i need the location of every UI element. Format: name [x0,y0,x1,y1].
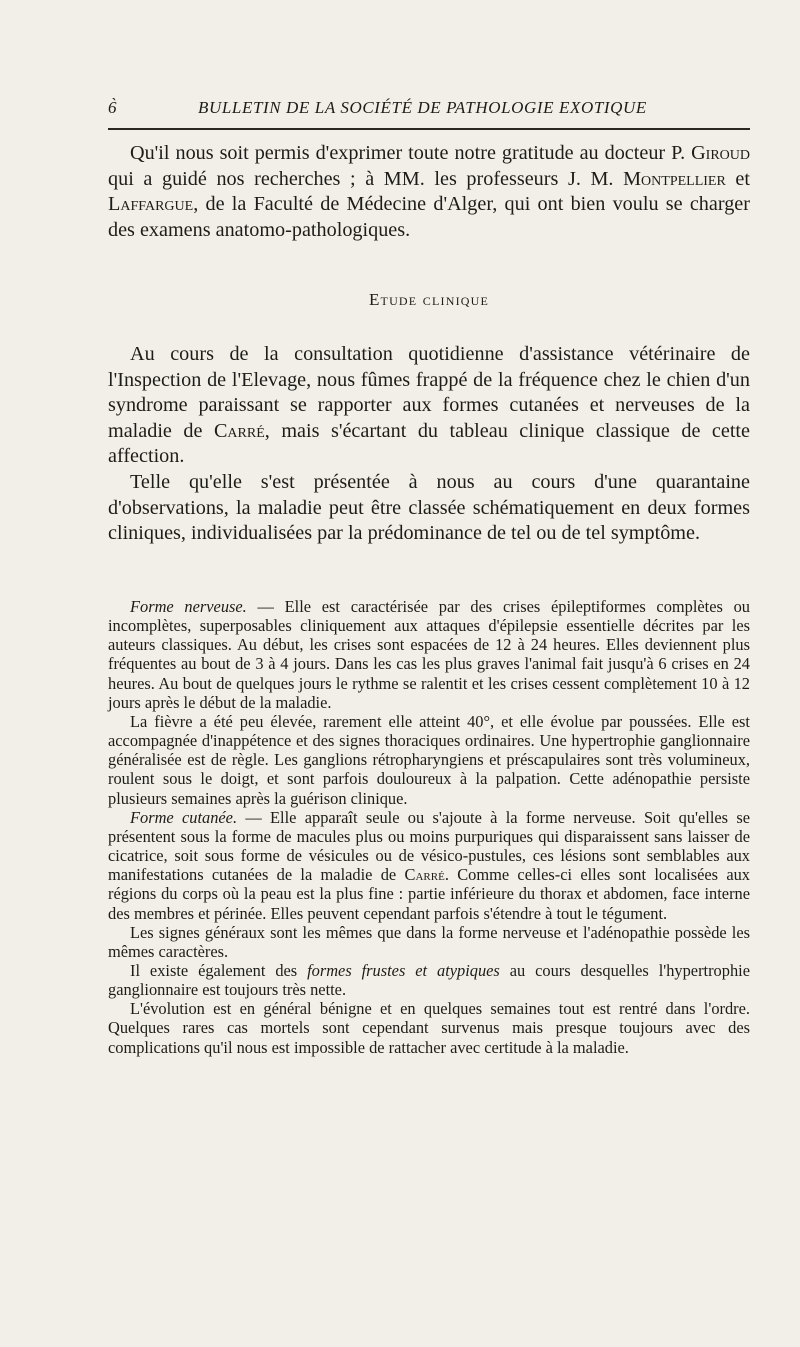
atypical-text-1: Il existe également des [130,960,308,980]
acknowledgement-text-1: Qu'il nous soit permis d'exprimer toute notre gratitude au docteur P. [130,142,692,164]
acknowledgement-section [108,141,750,243]
atypical-forms-label: formes frustes et atypiques [307,960,500,980]
clinical-paragraph-1 [108,342,750,470]
fever-paragraph: La fièvre a été peu élevée, rarement elle atteint 40°, et elle évolue par poussées. Elle est accompagnée d'inappétence et des signes thoraciques ordinaires. Une hypertrophie ganglionnaire généralisée est de règle. Les ganglions rétropharyngiens et préscapulaires sont très volumineux, roulent sous le doigt, et sont parfois douloureux à la palpation. Cette adénopathie persiste plusieurs semaines après la guérison clinique. [108,711,750,808]
atypical-forms-paragraph [108,961,750,999]
cutaneous-form-paragraph [108,808,750,923]
disease-name-carre: Carré [213,419,265,442]
page-header [108,98,750,124]
atypical-text-2: au cours desquelles l'hypertrophie ganglionnaire est toujours très nette. [108,960,750,1000]
clinical-text-1: Au cours de la consultation quotidienne d'assistance vétérinaire de l'Inspection de l'Elevage, nous fûmes frappé de la fréquence chez le chien d'un syndrome paraissant se rapporter aux formes cutanées et nerveuses de la maladie de [108,343,750,442]
clinical-paragraph-2: Telle qu'elle s'est présentée à nous au cours d'une quarantaine d'observations, la maladie peut être classée schématiquement en deux formes cliniques, individualisées par la prédominance de tel ou de tel symptôme. [108,470,750,545]
nervous-form-paragraph [108,597,750,712]
cutaneous-form-label: Forme cutanée. [130,807,238,827]
clinical-text-2: , mais s'écartant du tableau clinique classique de cette affection. [108,419,750,468]
nervous-form-text: — Elle est caractérisée par des crises épileptiformes complètes ou incomplètes, superposables cliniquement aux attaques d'épilepsie essentielle décrites par les auteurs classiques. Au début, les crises sont espacées de 12 à 24 heures. Elles deviennent plus fréquentes au bout de 3 à 4 jours. Dans les cas les plus graves l'animal fait jusqu'à 6 crises en 24 heures. Au bout de quelques jours le rythme se ralentit et les crises cessent complètement 10 à 12 jours après le début de la maladie. [108,597,751,712]
acknowledgement-text-2: qui a guidé nos recherches ; à MM. les professeurs J. M. [108,167,624,190]
nervous-form-label: Forme nerveuse. [130,597,247,616]
running-head: BULLETIN DE LA SOCIÉTÉ DE PATHOLOGIE EXOTIQUE [198,98,647,117]
clinical-study-section [108,342,750,547]
evolution-paragraph: L'évolution est en général bénigne et en quelques semaines tout est rentré dans l'ordre. Quelques rares cas mortels sont cependant survenus mais presque toujours avec des complications qu'il nous est impossible de rattacher avec certitude à la maladie. [108,999,750,1057]
cutaneous-form-text-2: . Comme celles-ci elles sont localisées aux régions du corps où la peau est la plus fine : partie inférieure du thorax et abdomen, face interne des membres et périnée. Elles peuvent cependant parfois s'étendre à tout le tégument. [108,865,751,923]
page-number: 6̀ [108,98,118,117]
person-name-giroud: Giroud [691,142,750,164]
acknowledgement-paragraph [108,141,750,243]
header-rule [108,128,750,130]
cutaneous-form-text-1: — Elle apparaît seule ou s'ajoute à la forme nerveuse. Soit qu'elles se présentent sous la forme de macules plus ou moins purpuriques qui disparaissent sans laisser de cicatrice, soit sous forme de vésicules ou de vésico-pustules, ces lésions sont semblables aux manifestations cutanées de la maladie de [108,807,750,885]
person-name-montpellier: Montpellier [623,167,726,190]
clinical-forms-section [108,597,750,1057]
section-heading: Etude clinique [368,290,490,309]
person-name-laffargue: Laffargue [108,193,194,216]
general-signs-paragraph: Les signes généraux sont les mêmes que dans la forme nerveuse et l'adénopathie possède les mêmes caractères. [108,922,750,961]
acknowledgement-text-4: , de la Faculté de Médecine d'Alger, qui ont bien voulu se charger des examens anatomo-pathologiques. [108,193,750,241]
acknowledgement-text-3: et [725,167,750,190]
disease-name-carre-2: Carré [404,865,445,885]
